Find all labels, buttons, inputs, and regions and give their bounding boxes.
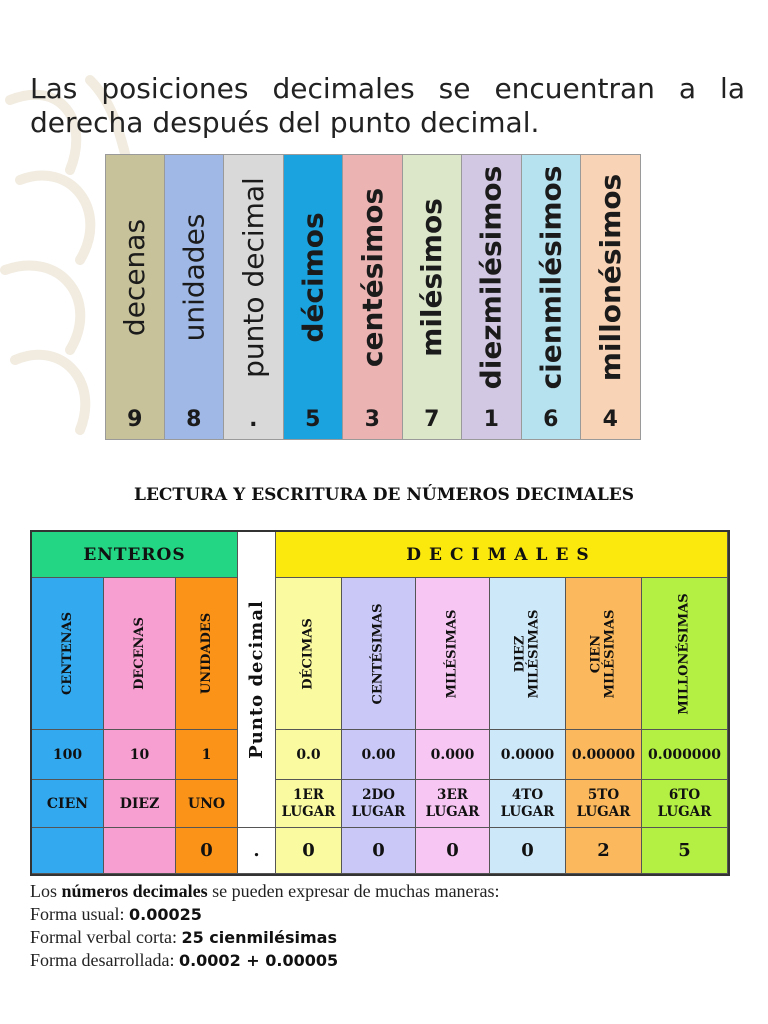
entero-name: UNIDADES bbox=[199, 612, 215, 695]
place-name: punto decimal bbox=[236, 177, 270, 378]
entero-digit: 0 bbox=[176, 828, 238, 874]
decimal-name bbox=[590, 609, 618, 698]
decimal-name bbox=[372, 603, 386, 704]
table-shadow bbox=[15, 437, 745, 443]
lugar-word: LUGAR bbox=[576, 803, 631, 820]
lugar-word: LUGAR bbox=[425, 803, 480, 820]
decimal-digit: 0 bbox=[276, 828, 342, 874]
decimal-name-cell bbox=[642, 578, 728, 730]
place-name: milésimos bbox=[415, 198, 449, 357]
lugar-word: LUGAR bbox=[500, 803, 555, 820]
decimal-reading-table bbox=[30, 530, 730, 876]
place-name: unidades bbox=[177, 213, 211, 342]
punto-digit: . bbox=[238, 828, 276, 874]
entero-word: DIEZ bbox=[104, 780, 176, 828]
place-column bbox=[462, 154, 522, 440]
entero-name: DECENAS bbox=[132, 617, 148, 690]
decimal-name-line-1: MILLONÉSIMAS bbox=[676, 592, 692, 715]
decimal-name bbox=[678, 593, 692, 714]
decimal-name-line-2: MILÉSIMAS bbox=[526, 609, 542, 698]
decimal-name-line-1: MILÉSIMAS bbox=[444, 609, 460, 698]
place-name-cell bbox=[224, 155, 283, 401]
place-name-cell bbox=[343, 155, 402, 401]
entero-name-cell bbox=[32, 578, 104, 730]
notes bbox=[30, 880, 500, 972]
decimal-name-line-1: DÉCIMAS bbox=[300, 617, 316, 690]
decimal-lugar bbox=[642, 780, 728, 828]
notes-l1-bold: números decimales bbox=[61, 881, 208, 901]
notes-l4-value: 0.0002 + 0.00005 bbox=[178, 951, 339, 970]
place-name: diezmilésimos bbox=[474, 165, 508, 390]
decimal-name bbox=[514, 609, 542, 698]
intro-line-1: Las posiciones decimales se encuentran a la bbox=[30, 72, 745, 105]
place-digit: 4 bbox=[581, 399, 640, 439]
decimal-value: 0.0 bbox=[276, 730, 342, 780]
lugar-ordinal: 3ER bbox=[437, 786, 468, 803]
decimal-digit: 5 bbox=[642, 828, 728, 874]
place-name: centésimos bbox=[355, 187, 389, 368]
place-name-cell bbox=[284, 155, 343, 401]
decimal-name-cell bbox=[342, 578, 416, 730]
place-column bbox=[522, 154, 582, 440]
decimal-digit: 2 bbox=[566, 828, 642, 874]
notes-l3-value: 25 cienmilésimas bbox=[181, 928, 337, 947]
place-digit: 8 bbox=[165, 399, 224, 439]
decimales-header: DECIMALES bbox=[276, 532, 728, 578]
intro-text bbox=[30, 72, 745, 140]
lugar-ordinal: 1ER bbox=[293, 786, 324, 803]
place-name-cell bbox=[403, 155, 462, 401]
decimal-digit: 0 bbox=[416, 828, 490, 874]
decimal-name-line-1: CIEN bbox=[588, 634, 604, 673]
decimal-name-cell bbox=[276, 578, 342, 730]
lugar-word: LUGAR bbox=[657, 803, 712, 820]
decimal-name-cell bbox=[490, 578, 566, 730]
decimal-value: 0.000000 bbox=[642, 730, 728, 780]
decimal-name-line-1: DIEZ bbox=[512, 635, 528, 672]
decimal-name bbox=[302, 618, 316, 689]
notes-line-2 bbox=[30, 903, 500, 926]
lugar-word: LUGAR bbox=[281, 803, 336, 820]
place-name-cell bbox=[581, 155, 640, 401]
lugar-ordinal: 2DO bbox=[362, 786, 395, 803]
lugar-word: LUGAR bbox=[351, 803, 406, 820]
place-digit: . bbox=[224, 399, 283, 439]
place-name-cell bbox=[165, 155, 224, 401]
decimal-digit: 0 bbox=[490, 828, 566, 874]
place-digit: 5 bbox=[284, 399, 343, 439]
notes-line-4 bbox=[30, 949, 500, 972]
place-name-cell bbox=[106, 155, 164, 401]
lugar-ordinal: 4TO bbox=[511, 786, 544, 803]
place-digit: 1 bbox=[462, 399, 521, 439]
notes-l4-label: Forma desarrollada: bbox=[30, 950, 179, 970]
place-digit: 7 bbox=[403, 399, 462, 439]
notes-l2-label: Forma usual: bbox=[30, 904, 129, 924]
place-name-cell bbox=[462, 155, 521, 401]
notes-l3-label: Formal verbal corta: bbox=[30, 927, 182, 947]
decimal-name-cell bbox=[416, 578, 490, 730]
decimal-name-line-2: MILÉSIMAS bbox=[602, 609, 618, 698]
entero-name-cell bbox=[176, 578, 238, 730]
notes-line-1 bbox=[30, 880, 500, 903]
entero-name: CENTENAS bbox=[60, 611, 76, 696]
place-digit: 6 bbox=[522, 399, 581, 439]
decimal-name-cell bbox=[566, 578, 642, 730]
place-name-cell bbox=[522, 155, 581, 401]
decimal-value: 0.000 bbox=[416, 730, 490, 780]
place-value-table bbox=[105, 154, 641, 440]
place-column bbox=[224, 154, 284, 440]
notes-line-3 bbox=[30, 926, 500, 949]
entero-name-cell bbox=[104, 578, 176, 730]
place-column bbox=[403, 154, 463, 440]
entero-word: UNO bbox=[176, 780, 238, 828]
decimal-digit: 0 bbox=[342, 828, 416, 874]
entero-digit bbox=[32, 828, 104, 874]
place-column bbox=[165, 154, 225, 440]
place-column bbox=[105, 154, 165, 440]
place-digit: 9 bbox=[106, 399, 164, 439]
notes-l1-pre: Los bbox=[30, 881, 62, 901]
place-column bbox=[581, 154, 641, 440]
entero-value: 10 bbox=[104, 730, 176, 780]
entero-word: CIEN bbox=[32, 780, 104, 828]
decimal-lugar bbox=[490, 780, 566, 828]
decimal-value: 0.00 bbox=[342, 730, 416, 780]
place-name: millonésimos bbox=[593, 173, 627, 382]
decimal-name-line-1: CENTÉSIMAS bbox=[370, 602, 386, 705]
place-column bbox=[343, 154, 403, 440]
entero-value: 1 bbox=[176, 730, 238, 780]
place-name: decenas bbox=[118, 218, 152, 337]
decimal-lugar bbox=[276, 780, 342, 828]
place-name: cienmilésimos bbox=[534, 165, 568, 390]
lugar-ordinal: 5TO bbox=[587, 786, 620, 803]
intro-line-2: derecha después del punto decimal. bbox=[30, 106, 540, 139]
place-digit: 3 bbox=[343, 399, 402, 439]
punto-decimal-cell bbox=[238, 532, 276, 828]
entero-digit bbox=[104, 828, 176, 874]
place-column bbox=[284, 154, 344, 440]
notes-l1-post: se pueden expresar de muchas maneras: bbox=[207, 881, 500, 901]
decimal-value: 0.00000 bbox=[566, 730, 642, 780]
entero-value: 100 bbox=[32, 730, 104, 780]
decimal-lugar bbox=[342, 780, 416, 828]
decimal-name bbox=[446, 609, 460, 698]
section-title: LECTURA Y ESCRITURA DE NÚMEROS DECIMALES bbox=[133, 485, 635, 505]
punto-decimal-label: Punto decimal bbox=[246, 600, 267, 759]
enteros-header: ENTEROS bbox=[32, 532, 238, 578]
decimal-value: 0.0000 bbox=[490, 730, 566, 780]
decimal-lugar bbox=[416, 780, 490, 828]
place-name: décimos bbox=[296, 212, 330, 343]
lugar-ordinal: 6TO bbox=[668, 786, 701, 803]
notes-l2-value: 0.00025 bbox=[129, 905, 202, 924]
decimal-lugar bbox=[566, 780, 642, 828]
